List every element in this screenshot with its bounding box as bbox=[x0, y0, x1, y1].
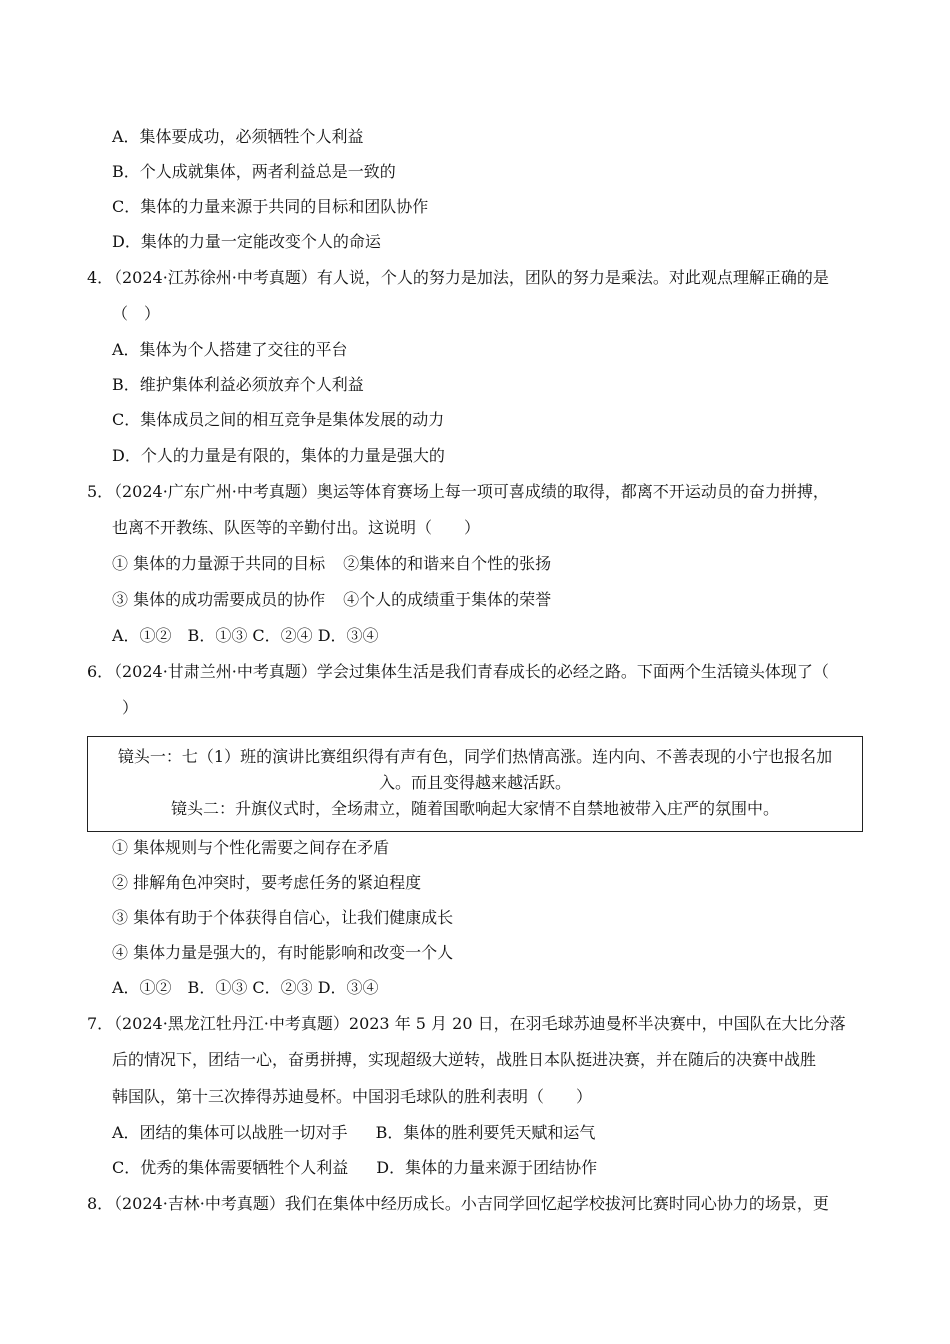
q6-item-4: ④ 集体力量是强大的，有时能影响和改变一个人 bbox=[112, 943, 454, 962]
q7-options-row2 bbox=[112, 1157, 597, 1179]
q4-option-a: A．集体为个人搭建了交往的平台 bbox=[112, 340, 348, 359]
q7-stem-cont-1: 后的情况下，团结一心，奋勇拼搏，实现超级大逆转，战胜日本队挺进决赛，并在随后的决赛中战胜 bbox=[112, 1050, 817, 1069]
q4-option-c: C．集体成员之间的相互竞争是集体发展的动力 bbox=[112, 410, 445, 429]
q7-option-d: D．集体的力量来源于团结协作 bbox=[376, 1158, 598, 1177]
q6-box-line2: 入。而且变得越来越活跃。 bbox=[378, 773, 571, 792]
q6-box-line1: 镜头一：七（1）班的演讲比赛组织得有声有色，同学们热情高涨。连内向、不善表现的小宁也报名加 bbox=[117, 747, 833, 766]
q6-item-1: ① 集体规则与个性化需要之间存在矛盾 bbox=[112, 838, 390, 857]
q7-option-b: B．集体的胜利要凭天赋和运气 bbox=[375, 1123, 596, 1142]
q6-scenario-box bbox=[87, 736, 863, 832]
q5-choices: A．①② B．①③ C．②④ D．③④ bbox=[112, 626, 379, 645]
q3-option-a: A．集体要成功，必须牺牲个人利益 bbox=[112, 127, 364, 146]
q5-stem: （2024·广东广州·中考真题）奥运等体育赛场上每一项可喜成绩的取得，都离不开运动员的奋力拼搏， bbox=[106, 482, 829, 501]
q6-item-3: ③ 集体有助于个体获得自信心，让我们健康成长 bbox=[112, 908, 454, 927]
q6-box-line3: 镜头二：升旗仪式时，全场肃立，随着国歌响起大家情不自禁地被带入庄严的氛围中。 bbox=[170, 799, 779, 818]
q3-option-b: B．个人成就集体，两者利益总是一致的 bbox=[112, 162, 396, 181]
q6-stem-cont: ） bbox=[122, 698, 139, 717]
q4-stem-cont: （ ） bbox=[112, 304, 161, 323]
q3-option-c: C．集体的力量来源于共同的目标和团队协作 bbox=[112, 197, 429, 216]
q7-options-row1 bbox=[112, 1122, 595, 1144]
q4-stem: （2024·江苏徐州·中考真题）有人说，个人的努力是加法，团队的努力是乘法。对此观点理解正确的是 bbox=[106, 268, 829, 287]
q8-stem: （2024·吉林·中考真题）我们在集体中经历成长。小吉同学回忆起学校拔河比赛时同心协力的场景，更 bbox=[106, 1194, 829, 1213]
q6-number: 6． bbox=[87, 662, 114, 681]
q7-stem-cont-2: 韩国队，第十三次捧得苏迪曼杯。中国羽毛球队的胜利表明（ ） bbox=[112, 1087, 593, 1106]
q5-stem-cont: 也离不开教练、队医等的辛勤付出。这说明（ ） bbox=[112, 518, 481, 537]
q4-option-d: D．个人的力量是有限的，集体的力量是强大的 bbox=[112, 446, 445, 465]
q7-option-c: C．优秀的集体需要牺牲个人利益 bbox=[112, 1158, 349, 1177]
q6-item-2: ② 排解角色冲突时，要考虑任务的紧迫程度 bbox=[112, 873, 422, 892]
q5-items-row2 bbox=[112, 589, 551, 611]
q7-option-a: A．团结的集体可以战胜一切对手 bbox=[112, 1123, 348, 1142]
q6-choices: A．①② B．①③ C．②③ D．③④ bbox=[112, 978, 379, 997]
q5-item-3: ③ 集体的成功需要成员的协作 bbox=[112, 590, 326, 609]
q5-item-1: ① 集体的力量源于共同的目标 bbox=[112, 554, 326, 573]
q5-items-row1 bbox=[112, 553, 551, 575]
q5-item-4: ④个人的成绩重于集体的荣誉 bbox=[343, 590, 552, 609]
q3-option-d: D．集体的力量一定能改变个人的命运 bbox=[112, 232, 381, 251]
q4-number: 4． bbox=[87, 268, 114, 287]
q8-number: 8． bbox=[87, 1194, 114, 1213]
q4-option-b: B．维护集体利益必须放弃个人利益 bbox=[112, 375, 364, 394]
q7-stem: （2024·黑龙江牡丹江·中考真题）2023 年 5 月 20 日，在羽毛球苏迪曼杯半决赛中，中国队在大比分落 bbox=[106, 1014, 846, 1033]
q7-number: 7． bbox=[87, 1014, 114, 1033]
q5-number: 5． bbox=[87, 482, 114, 501]
q5-item-2: ②集体的和谐来自个性的张扬 bbox=[343, 554, 552, 573]
q6-stem: （2024·甘肃兰州·中考真题）学会过集体生活是我们青春成长的必经之路。下面两个生活镜头体现了（ bbox=[106, 662, 829, 681]
